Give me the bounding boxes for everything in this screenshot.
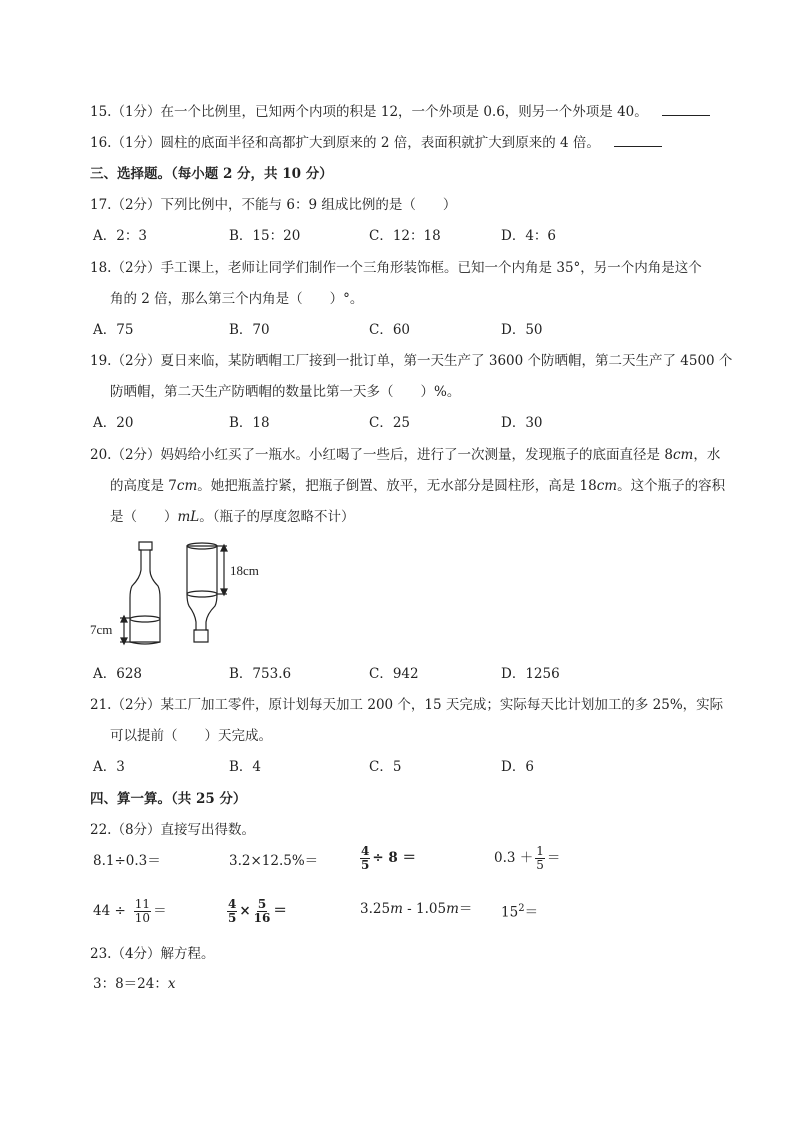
dim-7cm-arrow-top — [121, 616, 127, 622]
q20-line1-part-b: ，水 — [693, 447, 721, 463]
q20-unit-cm-2: cm — [176, 478, 198, 494]
calc-7-var-1: m — [390, 901, 403, 917]
calc-5-fraction: $\frac{11}{10}$ — [134, 897, 151, 925]
q18-option-d[interactable]: D．50 — [501, 322, 543, 338]
q20-line2-part-a: 的高度是 7 — [110, 478, 177, 494]
calc-7-var-2: m — [446, 901, 459, 917]
answer-blank-16[interactable] — [614, 146, 662, 147]
q21-option-c[interactable]: C．5 — [369, 759, 402, 775]
calc-7-part-c: ＝ — [458, 901, 473, 917]
equation-1[interactable] — [93, 975, 175, 993]
upright-water-surface — [130, 616, 160, 622]
q21-option-a[interactable]: A．3 — [93, 759, 125, 775]
q18-option-b[interactable]: B．70 — [229, 322, 270, 338]
q20-line2-part-b: 。她把瓶盖拧紧，把瓶子倒置、放平，无水部分是圆柱形，高是 18 — [197, 478, 597, 494]
q20-option-d[interactable]: D．1256 — [501, 666, 560, 682]
question-21-line2: 可以提前（ ）天完成。 — [110, 728, 272, 744]
question-17-text: 17.（2分）下列比例中，不能与 6：9 组成比例的是（ ） — [90, 197, 457, 213]
q19-option-a[interactable]: A．20 — [93, 415, 134, 431]
question-18-line1: 18.（2分）手工课上，老师让同学们制作一个三角形装饰框。已知一个内角是 35°，另一个内角是这个 — [90, 260, 702, 276]
answer-blank-15[interactable] — [662, 115, 710, 116]
question-18-line2: 角的 2 倍，那么第三个内角是（ ）°。 — [110, 291, 364, 307]
question-19-line2: 防晒帽，第二天生产防晒帽的数量比第一天多（ ）%。 — [110, 384, 461, 400]
calc-6-fraction-1: $\frac{4}{5}$ — [228, 897, 237, 925]
q17-option-b[interactable]: B．15：20 — [229, 228, 301, 244]
q18-option-a[interactable]: A．75 — [93, 322, 134, 338]
equation-1-text: 3：8＝24： — [93, 976, 168, 992]
q19-option-d[interactable]: D．30 — [501, 415, 543, 431]
question-20-line2 — [110, 477, 725, 495]
question-16-text: 16.（1分）圆柱的底面半径和高都扩大到原来的 2 倍，表面积就扩大到原来的 4 倍。 — [90, 135, 600, 151]
calc-4-fraction: $\frac{1}{5}$ — [536, 844, 544, 872]
q17-option-a[interactable]: A．2：3 — [93, 228, 147, 244]
inverted-bottle-outline — [187, 546, 217, 642]
q20-unit-cm-3: cm — [596, 478, 618, 494]
calc-4-part-a: 0.3 ＋ — [494, 850, 534, 866]
calc-6[interactable] — [225, 898, 287, 925]
q20-option-b[interactable]: B．753.6 — [229, 666, 292, 682]
calc-1[interactable]: 8.1÷0.3＝ — [93, 853, 161, 869]
calc-4[interactable] — [494, 845, 560, 872]
calc-5-part-a: 44 ÷ — [93, 903, 126, 919]
q20-line2-part-c: 。这个瓶子的容积 — [617, 478, 726, 494]
calc-6-rest: ＝ — [273, 903, 287, 919]
calc-8[interactable] — [501, 900, 538, 922]
dim-7cm-arrow-bottom — [121, 638, 127, 644]
q20-line1-part-a: 20.（2分）妈妈给小红买了一瓶水。小红喝了一些后，进行了一次测量，发现瓶子的底面直径是 8 — [90, 447, 673, 463]
section-4-title: 四、算一算。（共 25 分） — [90, 791, 247, 807]
calc-6-fraction-2: $\frac{5}{16}$ — [253, 897, 271, 925]
question-16 — [90, 134, 662, 152]
bottle-figure — [90, 538, 280, 648]
q20-option-a[interactable]: A．628 — [93, 666, 143, 682]
question-22-text: 22.（8分）直接写出得数。 — [90, 822, 256, 838]
question-20-line3 — [110, 508, 355, 526]
question-20-line1 — [90, 446, 720, 464]
label-7cm: 7cm — [90, 622, 113, 637]
q20-unit-cm-1: cm — [672, 447, 694, 463]
calc-5[interactable] — [93, 898, 167, 925]
calc-8-rest: ＝ — [524, 904, 539, 921]
question-19-line1: 19.（2分）夏日来临，某防晒帽工厂接到一批订单，第一天生产了 3600 个防晒帽，第二天生产了 4500 个 — [90, 353, 733, 369]
calc-6-operator: × — [239, 903, 251, 919]
calc-3[interactable] — [358, 845, 416, 872]
q20-line3-part-a: 是（ ） — [110, 509, 178, 525]
calc-5-rest: ＝ — [153, 903, 167, 919]
q19-option-b[interactable]: B．18 — [229, 415, 270, 431]
calc-7-part-a: 3.25 — [360, 901, 391, 917]
q20-unit-ml: mL — [177, 509, 200, 525]
calc-4-rest: ＝ — [546, 850, 561, 866]
upright-bottle-outline — [130, 542, 160, 642]
q20-option-c[interactable]: C．942 — [369, 666, 419, 682]
calc-7-part-b: - 1.05 — [402, 901, 447, 917]
equation-1-variable: x — [167, 976, 176, 992]
question-15 — [90, 103, 710, 121]
q17-option-c[interactable]: C．12：18 — [369, 228, 441, 244]
calc-8-exponent: 2 — [518, 903, 525, 914]
q20-line3-part-b: 。（瓶子的厚度忽略不计） — [199, 509, 355, 525]
calc-3-rest: ÷ 8 ＝ — [372, 850, 416, 866]
question-21-line1: 21.（2分）某工厂加工零件，原计划每天加工 200 个，15 天完成；实际每天比计划加工的多 25%，实际 — [90, 697, 724, 713]
q18-option-c[interactable]: C．60 — [369, 322, 411, 338]
section-3-title: 三、选择题。（每小题 2 分，共 10 分） — [90, 166, 333, 182]
calc-8-base: 15 — [501, 904, 519, 921]
label-18cm: 18cm — [230, 563, 259, 578]
q21-option-d[interactable]: D．6 — [501, 759, 534, 775]
question-23-text: 23.（4分）解方程。 — [90, 946, 215, 962]
q21-option-b[interactable]: B．4 — [229, 759, 262, 775]
calc-3-fraction: $\frac{4}{5}$ — [361, 844, 370, 872]
calc-2[interactable]: 3.2×12.5%＝ — [229, 853, 319, 869]
calc-7[interactable] — [360, 900, 472, 918]
question-15-text: 15.（1分）在一个比例里，已知两个内项的积是 12，一个外项是 0.6，则另一个外项是 40。 — [90, 104, 648, 120]
q17-option-d[interactable]: D．4：6 — [501, 228, 557, 244]
inverted-water-surface — [187, 591, 217, 597]
q19-option-c[interactable]: C．25 — [369, 415, 411, 431]
